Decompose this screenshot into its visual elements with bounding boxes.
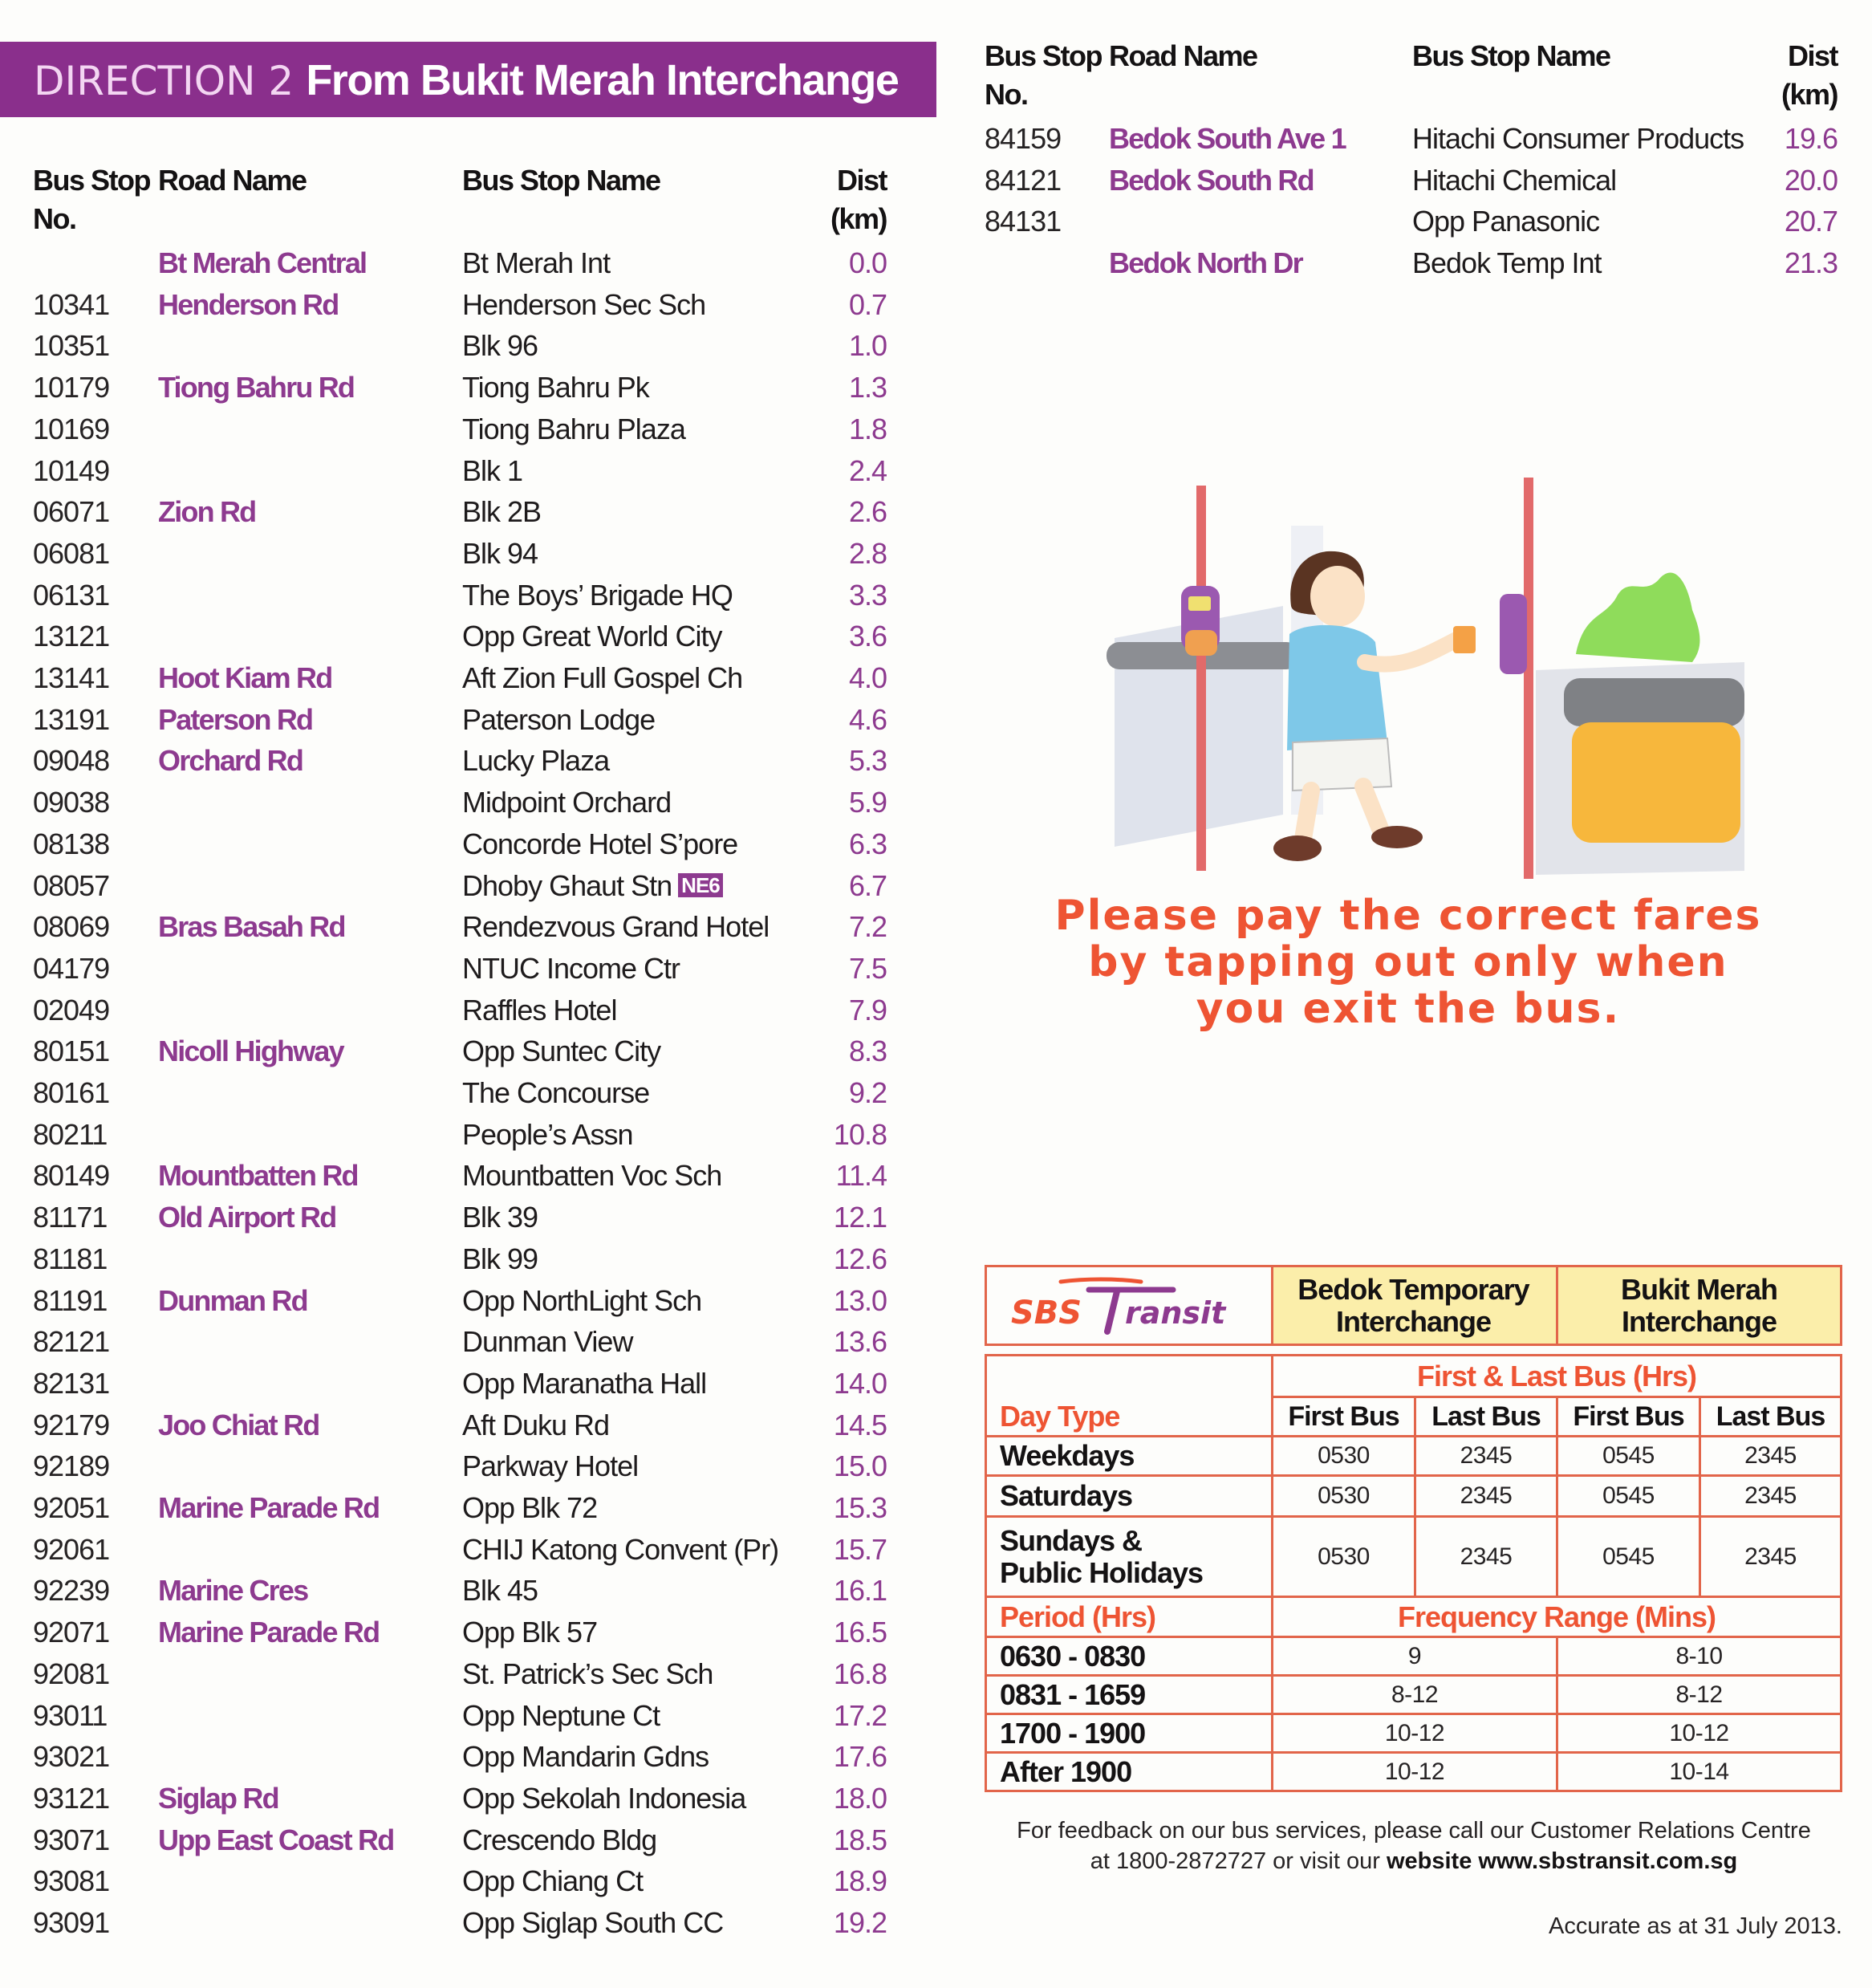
bus-stop-name-text: Opp Panasonic — [1412, 205, 1600, 238]
distance-km: 19.6 — [1784, 122, 1837, 155]
bus-stop-no: 93091 — [33, 1906, 110, 1939]
distance-km: 9.2 — [848, 1076, 887, 1109]
sbs-transit-logo — [987, 1267, 1271, 1344]
distance-km: 11.4 — [835, 1159, 887, 1192]
bus-stop-name — [462, 823, 737, 865]
accuracy-date: Accurate as at 31 July 2013. — [1549, 1913, 1842, 1939]
bus-stop-name — [1412, 242, 1602, 284]
bus-time: 0530 — [1318, 1482, 1370, 1509]
bus-stop-name-text: Opp NorthLight Sch — [462, 1284, 702, 1317]
bus-stop-no: 93121 — [33, 1782, 110, 1815]
bus-time: 0545 — [1602, 1482, 1655, 1509]
bus-stop-no: 93081 — [33, 1864, 110, 1897]
bus-stop-no: 08057 — [33, 869, 110, 902]
bus-stop-name — [462, 1570, 538, 1612]
bus-stop-name-text: Blk 2B — [462, 495, 542, 528]
passenger-tapping-card-icon — [1082, 478, 1744, 879]
bus-stop-name-text: Blk 96 — [462, 329, 538, 362]
distance-km: 15.7 — [833, 1533, 887, 1566]
logo-transit-text: ransit — [1125, 1295, 1226, 1331]
distance-km: 7.9 — [848, 994, 887, 1027]
road-name: Tiong Bahru Rd — [158, 371, 355, 404]
bus-stop-no: 81181 — [33, 1242, 108, 1275]
bus-stop-name-text: Dhoby Ghaut Stn — [462, 869, 672, 902]
road-name: Marine Cres — [158, 1574, 308, 1607]
road-name: Bedok North Dr — [1109, 246, 1302, 279]
bus-stop-name-text: Opp Mandarin Gdns — [462, 1740, 709, 1773]
bus-stop-name-text: Dunman View — [462, 1325, 633, 1358]
distance-km: 4.0 — [848, 661, 887, 694]
bus-time: 2345 — [1744, 1442, 1797, 1469]
distance-km: 4.6 — [848, 703, 887, 736]
table-row — [0, 284, 1872, 326]
bus-stop-no: 06131 — [33, 579, 110, 612]
header-stop-no-line1: Bus Stop — [33, 164, 150, 197]
header-stop-no — [985, 37, 1102, 114]
feedback-text — [979, 1815, 1849, 1876]
fare-message-line1: Please pay the correct fares — [1054, 892, 1762, 940]
road-name: Paterson Rd — [158, 703, 313, 736]
bus-stop-no: 92081 — [33, 1657, 110, 1690]
distance-km: 2.4 — [848, 454, 887, 487]
bus-stop-name — [462, 1280, 701, 1322]
bus-stop-no: 02049 — [33, 994, 110, 1027]
road-name: Nicoll Highway — [158, 1035, 343, 1067]
bus-stop-name — [462, 740, 609, 782]
distance-km: 12.6 — [833, 1242, 887, 1275]
bus-stop-no: 92051 — [33, 1491, 110, 1524]
bus-stop-no: 09048 — [33, 744, 110, 777]
bus-stop-name-text: The Concourse — [462, 1076, 650, 1109]
bus-stop-name-text: Hitachi Consumer Products — [1412, 122, 1744, 155]
day-type-label: Day Type — [1000, 1400, 1120, 1433]
bus-stop-no: 13141 — [33, 661, 110, 694]
bus-stop-name — [462, 491, 541, 533]
header-dist-line1: Dist — [836, 164, 887, 197]
bus-stop-name — [462, 1778, 745, 1819]
distance-km: 19.2 — [833, 1906, 887, 1939]
bus-stop-name-text: Bedok Temp Int — [1412, 246, 1602, 279]
bus-stop-name — [462, 1487, 597, 1529]
bus-stop-name — [462, 533, 538, 575]
frequency-value: 8-12 — [1391, 1681, 1439, 1708]
bus-stop-name — [1412, 118, 1744, 160]
bus-stop-name-text: Opp Chiang Ct — [462, 1864, 644, 1897]
bus-stop-no: 93071 — [33, 1823, 110, 1856]
bus-stop-no: 10341 — [33, 288, 110, 321]
bus-stop-name-text: Hitachi Chemical — [1412, 164, 1617, 197]
bus-stop-name-text: St. Patrick’s Sec Sch — [462, 1657, 713, 1690]
bus-time: 0545 — [1602, 1543, 1655, 1570]
bus-stop-name — [462, 325, 538, 367]
road-name: Marine Parade Rd — [158, 1491, 380, 1524]
road-name: Bt Merah Central — [158, 246, 367, 279]
bus-stop-name — [462, 1860, 643, 1902]
distance-km: 14.0 — [833, 1367, 887, 1400]
bus-stop-name-text: Blk 99 — [462, 1242, 538, 1275]
distance-km: 14.5 — [833, 1409, 887, 1441]
road-name: Henderson Rd — [158, 288, 339, 321]
frequency-value: 8-10 — [1675, 1642, 1723, 1669]
sub-header-last-bus: Last Bus — [1716, 1401, 1825, 1432]
bus-stop-name-text: Henderson Sec Sch — [462, 288, 706, 321]
distance-km: 7.2 — [848, 910, 887, 943]
frequency-title: Frequency Range (Mins) — [1397, 1600, 1716, 1633]
road-name: Bras Basah Rd — [158, 910, 345, 943]
bus-stop-name — [462, 367, 649, 409]
header-dist-line2: (km) — [1781, 78, 1837, 111]
header-dist-line2: (km) — [830, 202, 887, 235]
bus-stop-no: 81171 — [33, 1201, 108, 1234]
sbs-transit-logo-icon — [1005, 1274, 1253, 1338]
bus-stop-no: 84121 — [985, 164, 1062, 197]
operator-header-box — [985, 1265, 1842, 1346]
bus-time: 0545 — [1602, 1442, 1655, 1469]
table-row — [0, 201, 1872, 242]
fare-message-line2: by tapping out only when — [1088, 938, 1728, 986]
bus-stop-name — [462, 948, 680, 990]
shoe-icon — [1371, 826, 1423, 848]
bus-time: 2345 — [1460, 1442, 1513, 1469]
bus-stop-name-text: CHIJ Katong Convent (Pr) — [462, 1533, 779, 1566]
bus-stop-no: 80151 — [33, 1035, 110, 1067]
distance-km: 18.5 — [833, 1823, 887, 1856]
period: 0831 - 1659 — [1000, 1677, 1146, 1711]
bus-stop-no: 10351 — [33, 329, 110, 362]
bus-stop-name-text: Concorde Hotel S’pore — [462, 827, 738, 860]
distance-km: 6.3 — [848, 827, 887, 860]
distance-km: 12.1 — [833, 1201, 887, 1234]
bus-stop-no: 92189 — [33, 1449, 110, 1482]
bus-stop-no: 80161 — [33, 1076, 110, 1109]
bus-stop-no: 08138 — [33, 827, 110, 860]
fare-card-icon — [1453, 626, 1476, 653]
bus-stop-name-text: NTUC Income Ctr — [462, 952, 680, 985]
distance-km: 7.5 — [848, 952, 887, 985]
bus-stop-name-text: Opp Blk 72 — [462, 1491, 598, 1524]
bus-stop-no: 84131 — [985, 205, 1062, 238]
bus-stop-name — [1412, 160, 1616, 201]
bus-stop-no: 09038 — [33, 786, 110, 819]
distance-km: 0.0 — [848, 246, 887, 279]
bus-stop-no: 80149 — [33, 1159, 110, 1192]
bus-stop-no: 06081 — [33, 537, 110, 570]
distance-km: 21.3 — [1784, 246, 1837, 279]
distance-km: 16.5 — [833, 1616, 887, 1649]
sub-header-first-bus: First Bus — [1288, 1401, 1399, 1432]
bus-stop-name-text: Opp Sekolah Indonesia — [462, 1782, 746, 1815]
sub-header-last-bus: Last Bus — [1431, 1401, 1541, 1432]
bus-stop-name — [462, 616, 721, 657]
distance-km: 0.7 — [848, 288, 887, 321]
road-name: Hoot Kiam Rd — [158, 661, 332, 694]
bus-stop-name-text: Aft Zion Full Gospel Ch — [462, 661, 743, 694]
table-row — [0, 409, 1872, 450]
distance-km: 5.9 — [848, 786, 887, 819]
road-name: Bedok South Ave 1 — [1109, 122, 1346, 155]
bus-stop-name — [462, 1155, 721, 1197]
bus-stop-no: 93021 — [33, 1740, 110, 1773]
bus-stop-name-text: People’s Assn — [462, 1118, 633, 1151]
distance-km: 18.0 — [833, 1782, 887, 1815]
divider — [1271, 1267, 1273, 1344]
header-bus-stop-name: Bus Stop Name — [1412, 39, 1610, 72]
direction-banner — [0, 42, 936, 117]
road-name: Zion Rd — [158, 495, 256, 528]
bus-stop-name-text: Blk 94 — [462, 537, 538, 570]
bus-stop-name — [462, 657, 742, 699]
bus-stop-no: 92179 — [33, 1409, 110, 1441]
logo-sbs-text: SBS — [1011, 1294, 1082, 1331]
frequency-value: 9 — [1407, 1642, 1422, 1669]
bus-stop-name — [462, 284, 705, 326]
road-name: Marine Parade Rd — [158, 1616, 380, 1649]
interchange-2-line1: Bukit Merah — [1620, 1272, 1778, 1306]
interchange-1-line1: Bedok Temporary — [1297, 1272, 1529, 1306]
bus-time: 2345 — [1460, 1543, 1513, 1570]
distance-km: 1.3 — [848, 371, 887, 404]
banner-title — [34, 53, 898, 105]
bus-stop-name-text: Opp Maranatha Hall — [462, 1367, 707, 1400]
distance-km: 20.7 — [1784, 205, 1837, 238]
bus-time: 2345 — [1744, 1482, 1797, 1509]
distance-km: 1.8 — [848, 413, 887, 445]
bus-stop-no: 92071 — [33, 1616, 110, 1649]
bus-stop-name — [462, 699, 655, 741]
table-row — [0, 160, 1872, 201]
bus-stop-name — [462, 1695, 660, 1737]
shoe-icon — [1273, 835, 1322, 861]
table-row — [0, 1031, 1872, 1072]
pole-icon — [1524, 478, 1533, 879]
road-name: Mountbatten Rd — [158, 1159, 358, 1192]
road-name: Orchard Rd — [158, 744, 303, 777]
bus-stop-name-text: The Boys’ Brigade HQ — [462, 579, 733, 612]
bus-stop-no: 10179 — [33, 371, 110, 404]
bus-stop-no: 10149 — [33, 454, 110, 487]
first-last-bus-title: First & Last Bus (Hrs) — [1416, 1359, 1697, 1392]
bus-stop-name — [462, 409, 685, 450]
bus-stop-name-text: Opp Neptune Ct — [462, 1699, 660, 1732]
banner-from: From Bukit Merah Interchange — [306, 56, 899, 104]
header-road-name: Road Name — [158, 164, 307, 197]
distance-km: 6.7 — [848, 869, 887, 902]
website-link[interactable]: website www.sbstransit.com.sg — [1386, 1848, 1738, 1874]
bus-stop-name — [462, 1072, 649, 1114]
distance-km: 3.6 — [848, 620, 887, 653]
bus-stop-name — [1412, 201, 1599, 242]
table-row — [0, 1114, 1872, 1156]
distance-km: 16.1 — [833, 1574, 887, 1607]
header-road-name: Road Name — [1109, 39, 1257, 72]
bus-stop-name — [462, 575, 733, 616]
distance-km: 16.8 — [833, 1657, 887, 1690]
fare-message-line3: you exit the bus. — [1196, 985, 1621, 1033]
bus-seat-icon — [1572, 722, 1740, 843]
bus-stop-name-text: Blk 45 — [462, 1574, 538, 1607]
bus-stop-name — [462, 1902, 723, 1944]
mrt-station-badge: NE6 — [678, 873, 723, 897]
bus-stop-name — [462, 782, 671, 823]
bus-stop-no: 13121 — [33, 620, 110, 653]
distance-km: 2.6 — [848, 495, 887, 528]
distance-km: 2.8 — [848, 537, 887, 570]
bus-stop-name — [462, 1363, 706, 1405]
bus-stop-name-text: Bt Merah Int — [462, 246, 611, 279]
bus-stop-name-text: Tiong Bahru Plaza — [462, 413, 685, 445]
feedback-phone-text: at 1800-2872727 or visit our — [1090, 1848, 1387, 1874]
bus-stop-name — [462, 1238, 538, 1280]
road-name: Siglap Rd — [158, 1782, 278, 1815]
period-label: Period (Hrs) — [1000, 1600, 1156, 1633]
feedback-line1: For feedback on our bus services, please call our Customer Relations Centre — [1017, 1818, 1811, 1844]
divider — [1556, 1267, 1558, 1344]
distance-km: 17.6 — [833, 1740, 887, 1773]
distance-km: 13.0 — [833, 1284, 887, 1317]
bus-stop-name-text: Midpoint Orchard — [462, 786, 672, 819]
bus-stop-no: 92239 — [33, 1574, 110, 1607]
fare-message — [1043, 892, 1773, 1032]
bus-time: 2345 — [1744, 1543, 1797, 1570]
bus-stop-name-text: Crescendo Bldg — [462, 1823, 657, 1856]
header-bus-stop-name: Bus Stop Name — [462, 164, 660, 197]
bus-stop-no: 80211 — [33, 1118, 108, 1151]
frequency-value: 10-12 — [1384, 1758, 1445, 1785]
bus-stop-name — [462, 1529, 778, 1571]
interchange-1-line2: Interchange — [1335, 1304, 1492, 1338]
distance-km: 15.0 — [833, 1449, 887, 1482]
bus-stop-name — [462, 990, 616, 1031]
day-type-1: Saturdays — [1000, 1479, 1133, 1512]
frequency-value: 10-12 — [1669, 1719, 1729, 1746]
table-row — [0, 1072, 1872, 1114]
bus-stop-name-text: Opp Blk 57 — [462, 1616, 598, 1649]
day-type-2: Sundays & Public Holidays — [1000, 1523, 1204, 1589]
boy-shirt — [1287, 625, 1387, 750]
interchange-1-header — [1271, 1267, 1556, 1344]
period: After 1900 — [1000, 1754, 1132, 1788]
bus-stop-name — [462, 1612, 597, 1653]
distance-km: 20.0 — [1784, 164, 1837, 197]
bus-stop-no: 08069 — [33, 910, 110, 943]
bus-stop-name-text: Raffles Hotel — [462, 994, 617, 1027]
bus-stop-no: 13191 — [33, 703, 110, 736]
header-stop-no-line2: No. — [985, 78, 1028, 111]
header-dist-line1: Dist — [1787, 39, 1837, 72]
table-row — [0, 242, 1872, 284]
bus-time: 2345 — [1460, 1482, 1513, 1509]
bus-stop-name — [462, 865, 723, 907]
distance-km: 8.3 — [848, 1035, 887, 1067]
period: 0630 - 0830 — [1000, 1639, 1146, 1673]
table-row — [0, 1197, 1872, 1238]
distance-km: 10.8 — [833, 1118, 887, 1151]
bus-stop-name-text: Lucky Plaza — [462, 744, 610, 777]
table-row — [0, 118, 1872, 160]
distance-km: 15.3 — [833, 1491, 887, 1524]
bus-stop-name-text: Parkway Hotel — [462, 1449, 639, 1482]
bus-stop-no: 84159 — [985, 122, 1062, 155]
bus-stop-name — [462, 1405, 609, 1446]
bus-stop-no: 82121 — [33, 1325, 110, 1358]
bus-stop-name-text: Opp Siglap South CC — [462, 1906, 724, 1939]
bus-stop-name — [462, 1819, 656, 1861]
bus-time: 0530 — [1318, 1442, 1370, 1469]
road-name: Upp East Coast Rd — [158, 1823, 394, 1856]
bus-stop-name-text: Rendezvous Grand Hotel — [462, 910, 770, 943]
distance-km: 18.9 — [833, 1864, 887, 1897]
banner-direction: DIRECTION 2 — [34, 58, 294, 104]
day-type-0: Weekdays — [1000, 1439, 1135, 1472]
interchange-2-header — [1558, 1267, 1840, 1344]
bus-stop-no: 92061 — [33, 1533, 110, 1566]
bus-stop-no: 10169 — [33, 413, 110, 445]
road-name: Old Airport Rd — [158, 1201, 336, 1234]
card-reader-icon — [1500, 594, 1527, 674]
distance-km: 13.6 — [833, 1325, 887, 1358]
bus-stop-name-text: Mountbatten Voc Sch — [462, 1159, 722, 1192]
sub-header-first-bus: First Bus — [1573, 1401, 1684, 1432]
bus-stop-name — [462, 906, 769, 948]
bus-stop-name — [462, 1197, 538, 1238]
header-stop-no-line1: Bus Stop — [985, 39, 1102, 72]
bus-stop-name-text: Blk 1 — [462, 454, 523, 487]
pole-icon — [1196, 486, 1206, 871]
bus-stop-name — [462, 1736, 709, 1778]
frequency-value: 8-12 — [1675, 1681, 1723, 1708]
bus-stop-name-text: Opp Suntec City — [462, 1035, 661, 1067]
schedule-table — [985, 1354, 1842, 1792]
header-stop-no-line2: No. — [33, 202, 76, 235]
period: 1700 - 1900 — [1000, 1716, 1146, 1750]
header-dist — [1741, 37, 1837, 114]
bus-stop-no: 82131 — [33, 1367, 110, 1400]
bus-stop-no: 81191 — [33, 1284, 108, 1317]
road-name: Dunman Rd — [158, 1284, 307, 1317]
bus-stop-name-text: Blk 39 — [462, 1201, 538, 1234]
bus-stop-no: 93011 — [33, 1699, 108, 1732]
bus-stop-no: 04179 — [33, 952, 110, 985]
frequency-value: 10-12 — [1384, 1719, 1445, 1746]
table-row — [0, 325, 1872, 367]
bus-stop-name-text: Tiong Bahru Pk — [462, 371, 649, 404]
distance-km: 17.2 — [833, 1699, 887, 1732]
bus-stop-name-text: Aft Duku Rd — [462, 1409, 610, 1441]
distance-km: 5.3 — [848, 744, 887, 777]
bus-stop-name-text: Opp Great World City — [462, 620, 722, 653]
feedback-line2 — [979, 1846, 1849, 1876]
bus-stop-name — [462, 1445, 638, 1487]
table-row — [0, 367, 1872, 409]
frequency-value: 10-14 — [1669, 1758, 1729, 1785]
bus-stop-name-text: Paterson Lodge — [462, 703, 656, 736]
bus-stop-name — [462, 1031, 660, 1072]
road-name: Bedok South Rd — [1109, 164, 1314, 197]
bus-time: 0530 — [1318, 1543, 1370, 1570]
bus-stop-name — [462, 1321, 632, 1363]
bus-stop-name — [462, 450, 522, 492]
distance-km: 1.0 — [848, 329, 887, 362]
bus-stop-no: 06071 — [33, 495, 110, 528]
interchange-2-line2: Interchange — [1621, 1304, 1777, 1338]
distance-km: 3.3 — [848, 579, 887, 612]
road-name: Joo Chiat Rd — [158, 1409, 319, 1441]
table-row — [0, 1155, 1872, 1197]
bus-stop-name — [462, 1653, 713, 1695]
bus-stop-name — [462, 1114, 633, 1156]
